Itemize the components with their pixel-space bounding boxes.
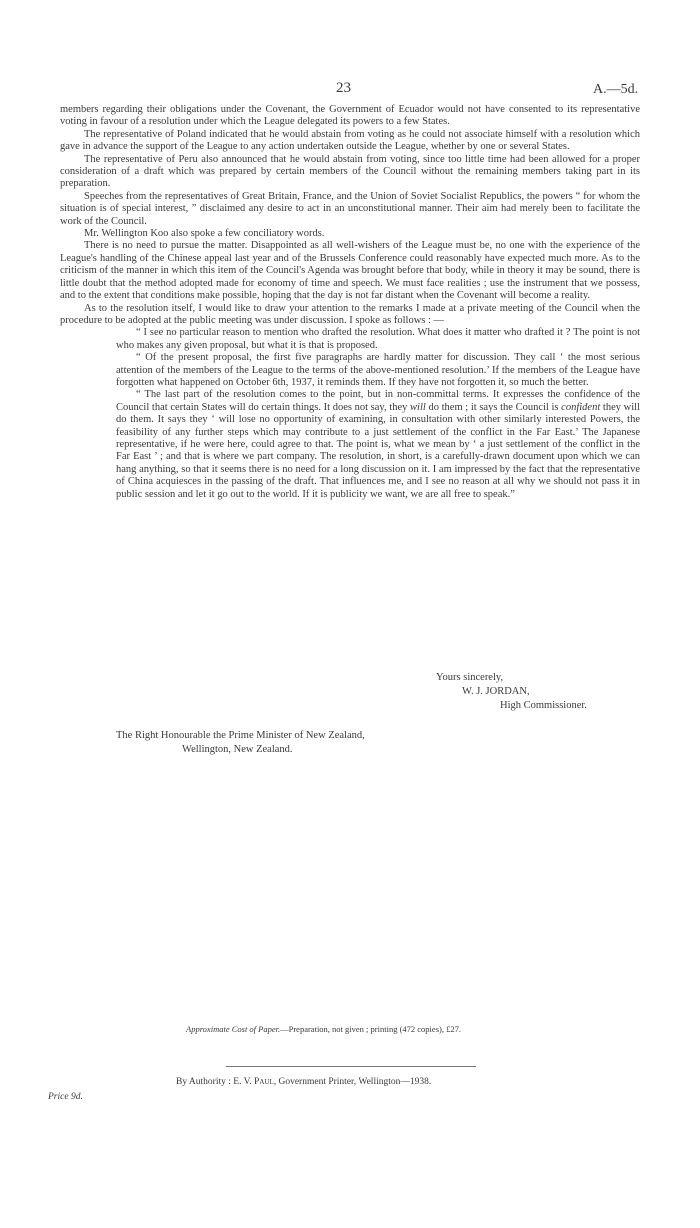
quote-paragraph	[116, 389, 640, 501]
quote-text: they will do them. It says they ‘ will lose no opportunity of examining, in consultation with other similarly interested Powers, the feasibility of any further steps which may contribute to a just settlement of the conflict in the Far East.’ The Japanese representative, if he were here, could agree to that. The point is, what we mean by ‘ a just settlement of the conflict in the Far East ’ ; and that is where we part company. The resolution, in short, is a carefully-drawn document upon which we can hang anything, so that it seems there is no need for a long discussion on it. I am impressed by the fact that the representative of China acquiesces in the passing of the draft. That influences me, and I see no reason at all why we should not pass it in public session and let it go out to the world. If it is publicity we want, we are all free to speak.”	[116, 401, 640, 500]
authority-prefix: By Authority : E. V.	[176, 1077, 255, 1087]
paragraph: members regarding their obligations under the Covenant, the Government of Ecuador would not have consented to its representative voting in favour of a resolution under which the League delegated its powers to a few States.	[60, 104, 640, 128]
quote-text: do them ; it says the Council is	[425, 401, 562, 413]
page-number: 23	[336, 80, 351, 96]
paragraph: Mr. Wellington Koo also spoke a few conciliatory words.	[84, 228, 325, 240]
emphasis-will: will	[410, 401, 426, 413]
emphasis-confident: confident	[561, 401, 601, 413]
letter-body	[60, 104, 640, 501]
printer-name: Paul	[254, 1077, 274, 1087]
printer-authority	[176, 1077, 431, 1087]
paragraph: Speeches from the representatives of Great Britain, France, and the Union of Soviet Socialist Republics, the powers “ for whom the situation is of special interest, ” disclaimed any desire to act in an unconstitutional manner. Their aim had merely been to facilitate the work of the Council.	[60, 190, 640, 227]
cost-label: Approximate Cost of Paper.	[186, 1024, 281, 1034]
quote-paragraph: “ Of the present proposal, the first five paragraphs are hardly matter for discussion. They call ‘ the most serious attention of the members of the League to the terms of the above-mentioned resolution.’ If the members of the League have forgotten what happened on October 6th, 1937, it reminds them. If they have not forgotten it, so much the better.	[116, 352, 640, 388]
addressee-line-2: Wellington, New Zealand.	[182, 744, 293, 755]
signatory-title: High Commissioner.	[500, 700, 587, 711]
quote-paragraph: “ I see no particular reason to mention who drafted the resolution. What does it matter who drafted it ? The point is not who makes any given proposal, but what it is that is proposed.	[116, 327, 640, 351]
signatory-name: W. J. JORDAN,	[462, 686, 530, 697]
paragraph: There is no need to pursue the matter. Disappointed as all well-wishers of the League must be, no one with the experience of the League's handling of the Chinese appeal last year and of the Brussels Conference could reasonably have expected much more. As to the criticism of the manner in which this item of the Council's Agenda was brought before that body, while in theory it may be sound, there is little doubt that the method adopted made for economy of time and speech. We must face realities ; use the instrument that we possess, and to the extent that conditions make possible, hoping that the day is not far distant when the Covenant will become a reality.	[60, 240, 640, 302]
divider	[226, 1066, 476, 1067]
cost-text: —Preparation, not given ; printing (472 copies), £27.	[280, 1024, 461, 1034]
addressee-line-1: The Right Honourable the Prime Minister of New Zealand,	[116, 730, 365, 741]
cost-note	[186, 1024, 461, 1034]
closing: Yours sincerely,	[436, 672, 504, 683]
quote-text: “ The last part of the resolution comes to the point, but in non-committal terms. It expresses the confidence of the Council that certain States will do certain things. It does not say, they	[116, 389, 640, 413]
authority-suffix: , Government Printer, Wellington—1938.	[273, 1077, 432, 1087]
paragraph: The representative of Peru also announced that he would abstain from voting, since too little time had been allowed for a proper consideration of a draft which was prepared by certain members of the Council without the remaining members taking part in its preparation.	[60, 153, 640, 190]
paragraph: As to the resolution itself, I would like to draw your attention to the remarks I made at a private meeting of the Council when the procedure to be adopted at the public meeting was under discussion. I spoke as follows : —	[60, 302, 640, 326]
document-reference: A.—5d.	[593, 82, 639, 97]
price: Price 9d.	[48, 1092, 83, 1102]
quoted-remarks	[116, 327, 640, 501]
paragraph: The representative of Poland indicated that he would abstain from voting as he could not associate himself with a resolution which gave in advance the support of the League to any action undertaken outside the League, whether by one or several States.	[60, 128, 640, 153]
